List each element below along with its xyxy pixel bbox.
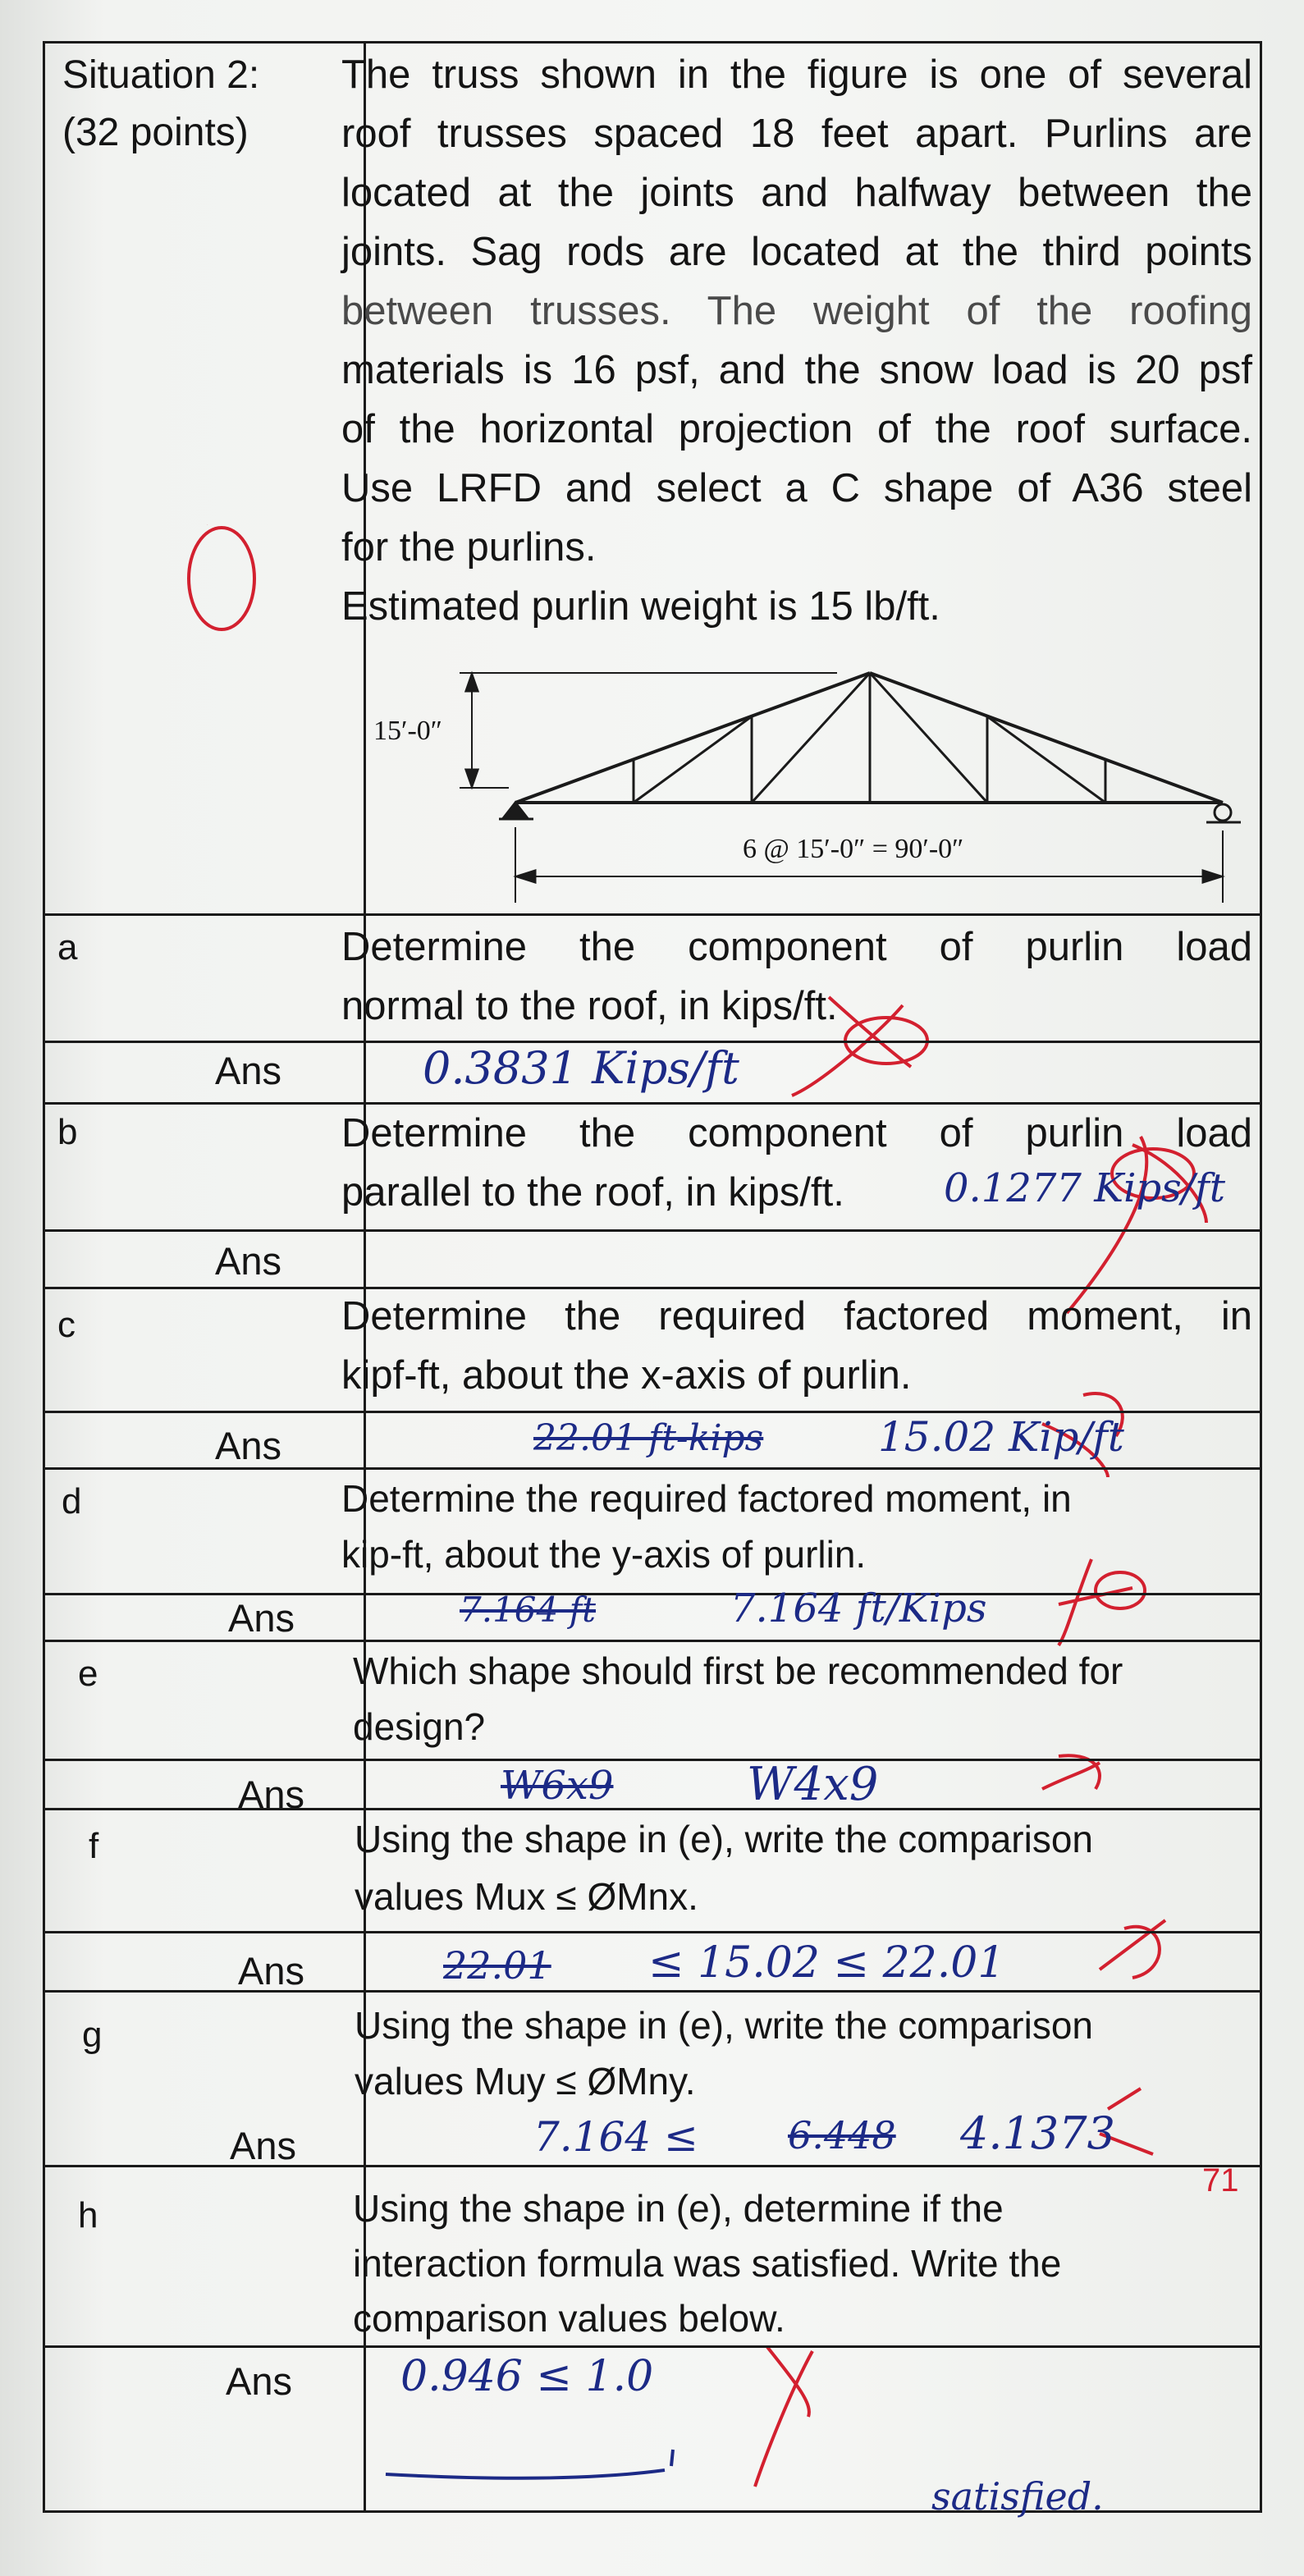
question-text: interaction formula was satisfied. Write the — [353, 2242, 1062, 2285]
struck-answer: 22.01 — [443, 1943, 551, 1988]
question-text: Determine the required factored moment, in — [341, 1294, 1252, 1338]
purlin-weight-line: Estimated purlin weight is 15 lb/ft. — [341, 584, 940, 629]
handwritten-answer: 4.1373 — [960, 2107, 1115, 2159]
ans-label: Ans — [238, 1949, 304, 1993]
question-text: Determine the component of purlin load — [341, 1111, 1252, 1155]
question-letter: h — [78, 2195, 98, 2235]
span-dimension-label: 6 @ 15′-0″ = 90′-0″ — [743, 834, 964, 864]
situation-label: Situation 2: — [62, 53, 260, 97]
question-letter: b — [57, 1112, 78, 1152]
question-text: Determine the required factored moment, in — [341, 1477, 1072, 1520]
handwritten-answer: 15.02 Kip/ft — [878, 1413, 1124, 1461]
question-text: Using the shape in (e), write the comparison — [355, 2004, 1093, 2047]
question-text: normal to the roof, in kips/ft. — [341, 984, 838, 1028]
handwritten-answer: 0.1277 Kips/ft — [944, 1165, 1226, 1211]
problem-line: between trusses. The weight of the roofing — [341, 289, 1252, 333]
handwritten-answer: 0.946 ≤ 1.0 — [400, 2352, 654, 2401]
struck-answer: 6.448 — [788, 2113, 896, 2157]
problem-line: for the purlins. — [341, 525, 597, 570]
struck-answer: 22.01 ft-kips — [533, 1417, 764, 1459]
row-divider — [45, 913, 1260, 916]
problem-line: roof trusses spaced 18 feet apart. Purlins are — [341, 112, 1252, 156]
question-text: Using the shape in (e), determine if the — [353, 2187, 1004, 2230]
question-text: values Muy ≤ ØMny. — [355, 2060, 696, 2102]
question-letter: g — [82, 2015, 103, 2055]
handwritten-answer: ≤ 15.02 ≤ 22.01 — [648, 1938, 1005, 1988]
row-divider — [45, 1593, 1260, 1595]
row-divider — [45, 2165, 1260, 2167]
question-letter: f — [89, 1826, 99, 1866]
ans-label: Ans — [228, 1596, 295, 1640]
question-text: values Mux ≤ ØMnx. — [355, 1875, 698, 1918]
problem-line: of the horizontal projection of the roof surface. — [341, 407, 1252, 451]
question-text: Which shape should first be recommended for — [353, 1649, 1123, 1692]
question-letter: a — [57, 927, 78, 968]
score-note: 71 — [1202, 2162, 1239, 2199]
question-letter: c — [57, 1305, 75, 1345]
problem-line: The truss shown in the figure is one of several — [341, 53, 1252, 97]
question-text: Using the shape in (e), write the comparison — [355, 1818, 1093, 1860]
row-divider — [45, 1931, 1260, 1933]
handwritten-note: satisfied. — [931, 2474, 1104, 2519]
ans-label: Ans — [238, 1773, 304, 1816]
problem-line: Use LRFD and select a C shape of A36 steel — [341, 466, 1252, 510]
question-text: Determine the component of purlin load — [341, 925, 1252, 969]
handwritten-answer: 0.3831 Kips/ft — [423, 1042, 739, 1094]
struck-answer: W6x9 — [501, 1763, 614, 1809]
problem-line: joints. Sag rods are located at the third points — [341, 230, 1252, 274]
handwritten-answer: 7.164 ft/Kips — [730, 1585, 987, 1631]
row-divider — [45, 1759, 1260, 1761]
question-text: comparison values below. — [353, 2297, 785, 2340]
handwritten-answer: W4x9 — [747, 1758, 879, 1811]
question-text: parallel to the roof, in kips/ft. — [341, 1170, 844, 1215]
row-divider — [45, 1990, 1260, 1993]
question-text: design? — [353, 1705, 486, 1748]
question-letter: e — [78, 1654, 98, 1694]
ans-label: Ans — [230, 2124, 296, 2167]
handwritten-answer: 7.164 ≤ — [533, 2113, 698, 2161]
points-label: (32 points) — [62, 111, 249, 154]
ans-label: Ans — [226, 2359, 292, 2403]
margin-mark: (1) — [207, 525, 208, 526]
ans-label: Ans — [215, 1049, 281, 1092]
height-dimension-label: 15′-0″ — [373, 716, 442, 746]
problem-line: located at the joints and halfway between the — [341, 171, 1252, 215]
question-text: kip-ft, about the y-axis of purlin. — [341, 1533, 867, 1576]
problem-line: materials is 16 psf, and the snow load is 20 psf — [341, 348, 1252, 392]
struck-answer: 7.164 ft — [460, 1590, 597, 1630]
ans-label: Ans — [215, 1424, 281, 1467]
question-letter: d — [62, 1481, 82, 1521]
ans-label: Ans — [215, 1239, 281, 1283]
question-text: kipf-ft, about the x-axis of purlin. — [341, 1353, 912, 1398]
